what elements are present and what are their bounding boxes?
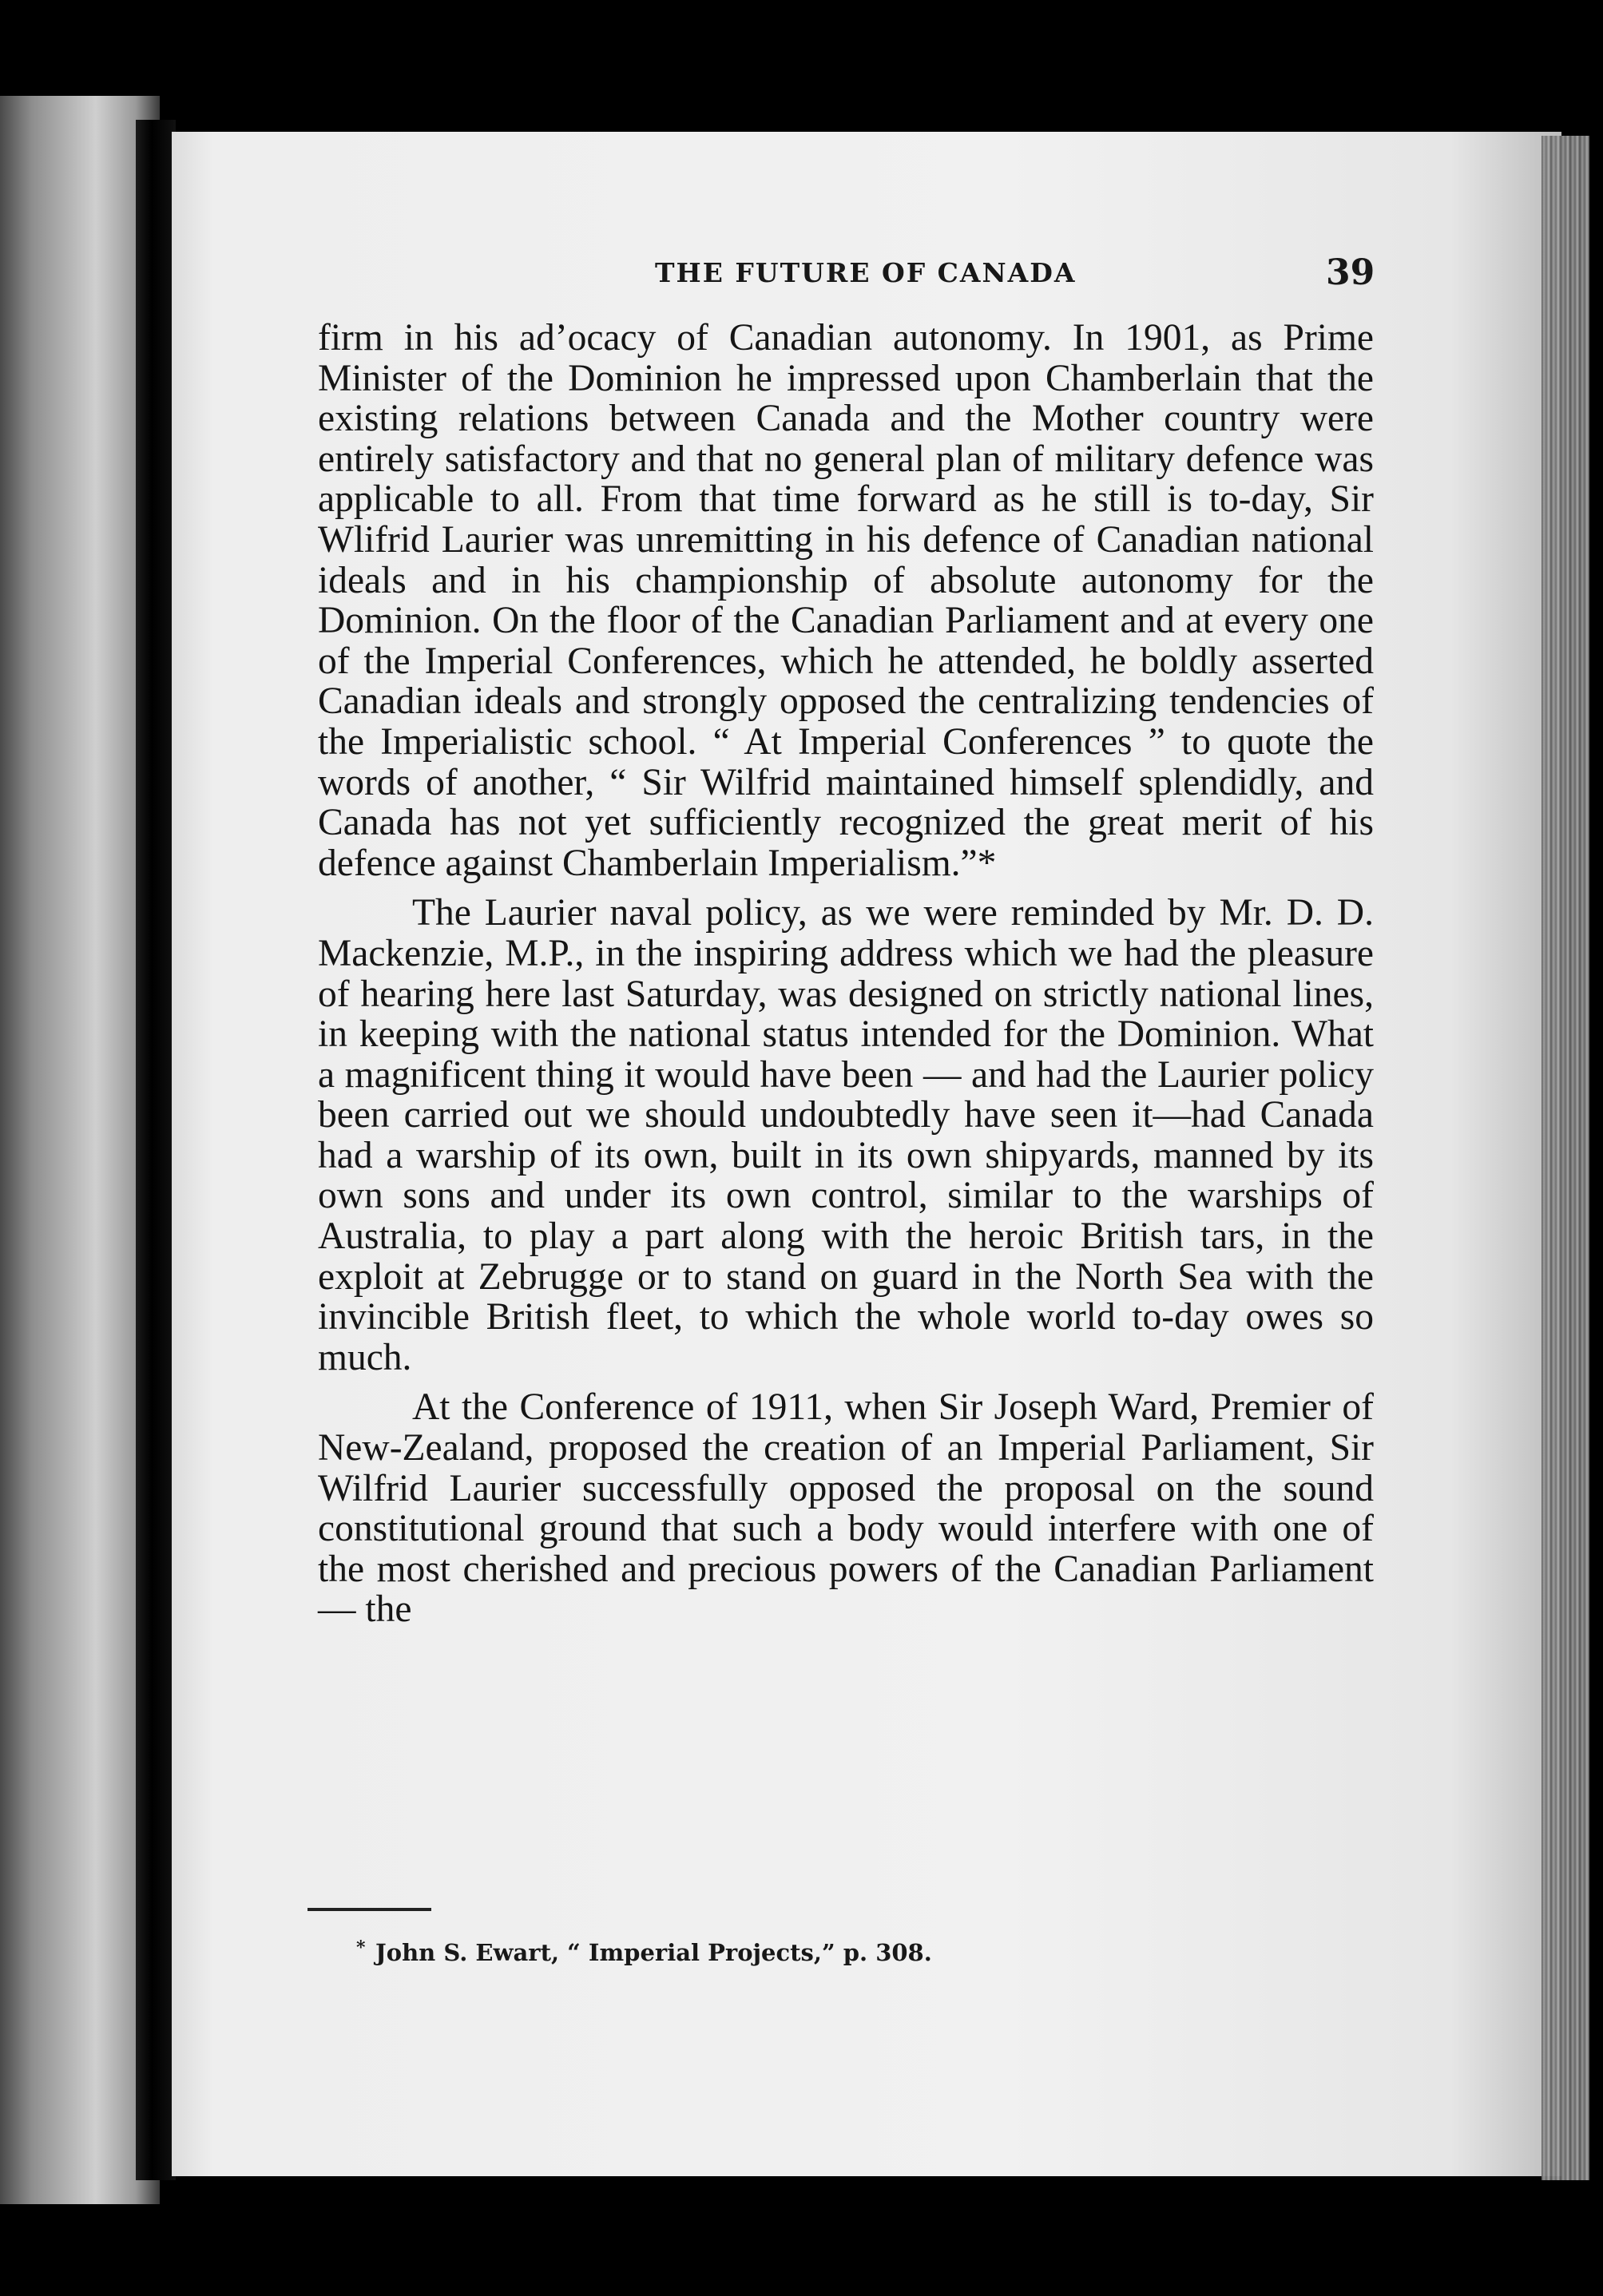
paragraph: firm in his ad’ocacy of Canadian autonomy. In 1901, as Prime Minister of the Dominion he impressed upon Chamberlain that the existing relations between Canada and the Mother country were entirely satisfactory and that no general plan of military defence was applicable to all. From that time forward as he still is to-day, Sir Wlifrid Laurier was unremitting in his defence of Canadian national ideals and in his championship of absolute autonomy for the Dominion. On the floor of the Canadian Parliament and at every one of the Imperial Conferences, which he attended, he boldly asserted Canadian ideals and strongly opposed the centralizing tendencies of the Imperialistic school. “ At Imperial Conferences ” to quote the words of another, “ Sir Wilfrid maintained himself splendidly, and Canada has not yet sufficiently recognized the great merit of his defence against Chamberlain Imperialism.”* — [318, 317, 1374, 884]
book-gutter — [136, 120, 176, 2180]
footnote-rule — [308, 1908, 431, 1911]
paragraph: At the Conference of 1911, when Sir Joseph Ward, Premier of New-Zealand, proposed the creation of an Imperial Parliament, Sir Wilfrid Laurier successfully opposed the proposal on the sound constitutional ground that such a body would interfere with one of the most cherished and precious powers of the Canadian Parliament — the — [318, 1386, 1374, 1631]
paragraph: The Laurier naval policy, as we were reminded by Mr. D. D. Mackenzie, M.P., in the inspiring address which we had the pleasure of hearing here last Saturday, was designed on strictly national lines, in keeping with the national status intended for the Dominion. What a magnificent thing it would have been — and had the Laurier policy been carried out we should undoubtedly have seen it—had Canada had a warship of its own, built in its own shipyards, manned by its own sons and under its own control, similar to the warships of Australia, to play a part along with the heroic British tars, in the exploit at Zebrugge or to stand on guard in the North Sea with the invincible British fleet, to which the whole world to-day owes so much. — [318, 892, 1374, 1378]
footnote — [356, 1937, 932, 1966]
page-number: 39 — [1326, 252, 1375, 293]
footnote-text: John S. Ewart, “ Imperial Projects,” p. 308. — [375, 1939, 932, 1966]
page-stack-edge — [1541, 136, 1589, 2180]
footnote-mark: * — [356, 1937, 366, 1958]
body-text — [318, 318, 1374, 1640]
running-header: THE FUTURE OF CANADA — [655, 257, 1077, 288]
